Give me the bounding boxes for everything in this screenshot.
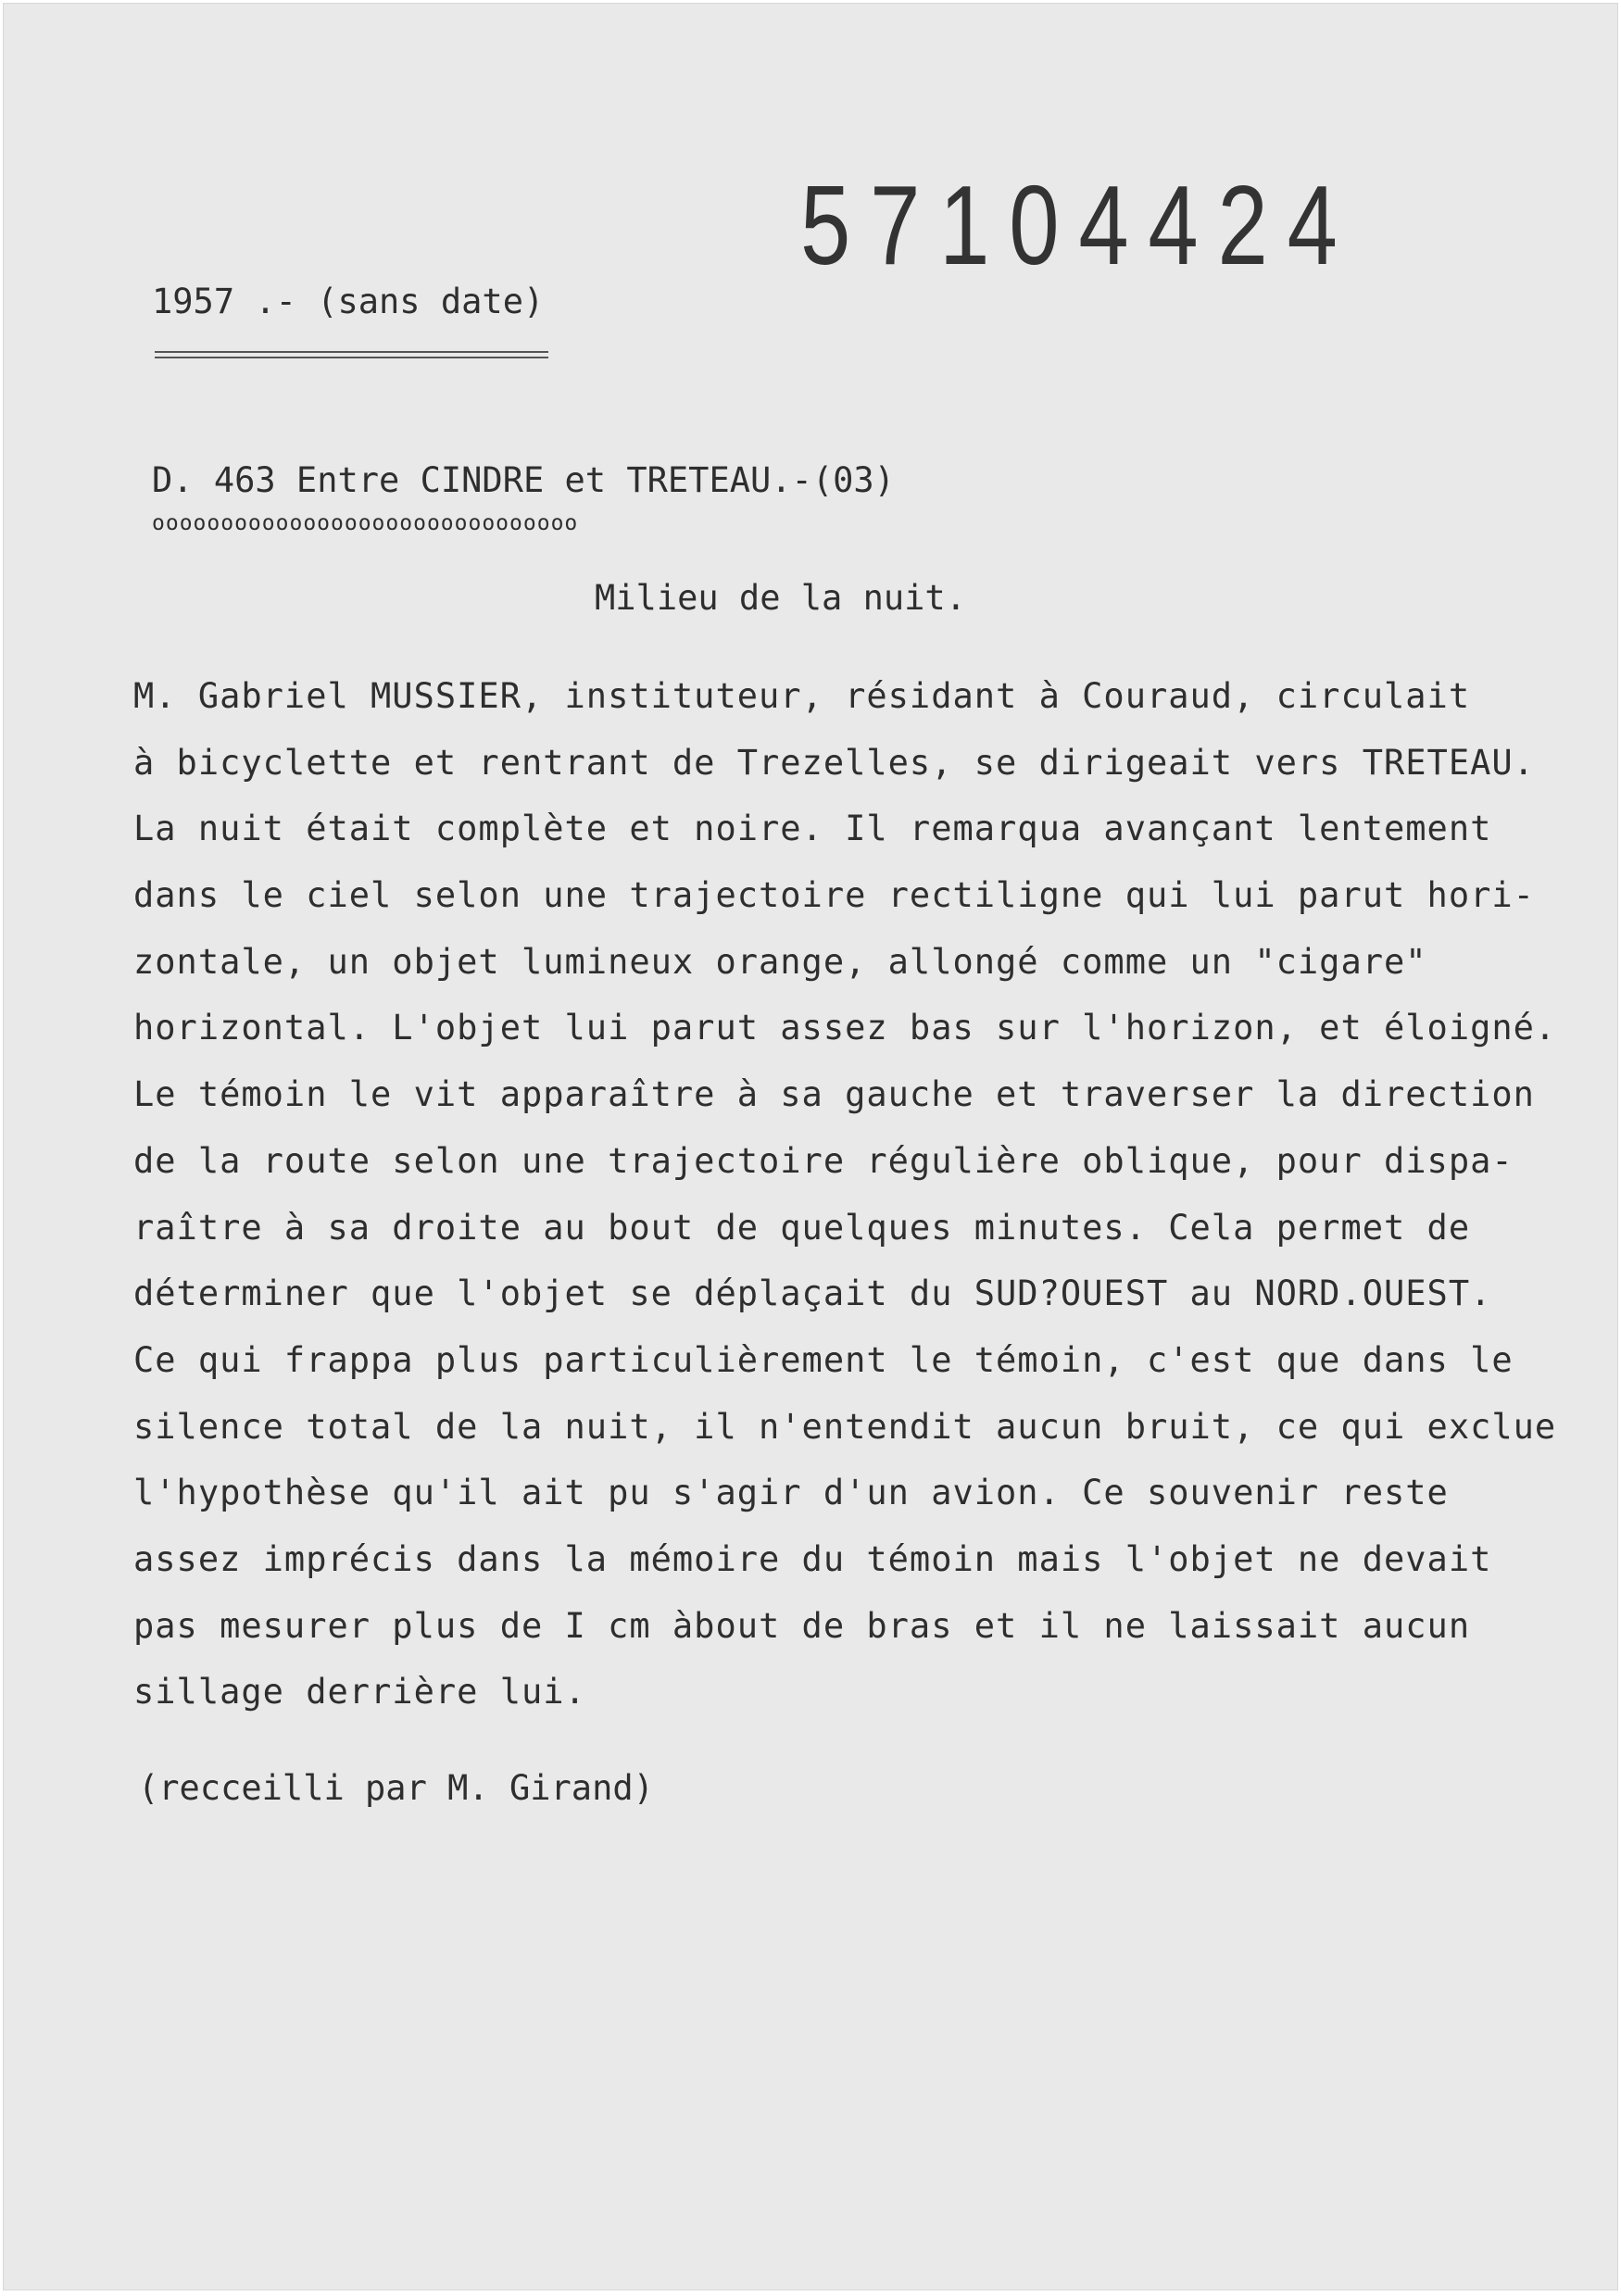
date-underline-rule bbox=[155, 351, 548, 358]
body-line: assez imprécis dans la mémoire du témoin mais l'objet ne devait bbox=[133, 1538, 1492, 1579]
body-line: dans le ciel selon une trajectoire rectiligne qui lui parut hori- bbox=[133, 875, 1535, 916]
typed-document-page bbox=[4, 4, 1617, 2290]
body-line: La nuit était complète et noire. Il remarqua avançant lentement bbox=[133, 809, 1492, 849]
location-dot-underline: ooooooooooooooooooooooooooooooo bbox=[152, 511, 579, 535]
body-line: horizontal. L'objet lui parut assez bas sur l'horizon, et éloigné. bbox=[133, 1008, 1557, 1048]
body-line: zontale, un objet lumineux orange, allongé comme un "cigare" bbox=[133, 941, 1427, 982]
collected-by-note: (recceilli par M. Girand) bbox=[138, 1768, 654, 1808]
body-line: silence total de la nuit, il n'entendit aucun bruit, ce qui exclue bbox=[133, 1406, 1557, 1447]
time-of-observation: Milieu de la nuit. bbox=[595, 578, 966, 618]
body-line: Le témoin le vit apparaître à sa gauche et traverser la direction bbox=[133, 1074, 1535, 1115]
body-line: à bicyclette et rentrant de Trezelles, se dirigeait vers TRETEAU. bbox=[133, 742, 1535, 783]
body-line: sillage derrière lui. bbox=[133, 1672, 586, 1713]
date-line: 1957 .- (sans date) bbox=[152, 282, 545, 321]
body-line: de la route selon une trajectoire régulière oblique, pour dispa- bbox=[133, 1140, 1514, 1181]
body-line: pas mesurer plus de I cm àbout de bras et il ne laissait aucun bbox=[133, 1605, 1471, 1646]
body-line: Ce qui frappa plus particulièrement le témoin, c'est que dans le bbox=[133, 1339, 1514, 1380]
body-line: l'hypothèse qu'il ait pu s'agir d'un avion. Ce souvenir reste bbox=[133, 1473, 1449, 1513]
testimony-body bbox=[133, 663, 1556, 1725]
location-heading: D. 463 Entre CINDRE et TRETEAU.-(03) bbox=[152, 460, 895, 500]
reference-number-stamp: 57104424 bbox=[800, 162, 1357, 288]
body-line: déterminer que l'objet se déplaçait du SUD?OUEST au NORD.OUEST. bbox=[133, 1273, 1492, 1314]
body-line: M. Gabriel MUSSIER, instituteur, résidant à Couraud, circulait bbox=[133, 676, 1471, 716]
body-line: raître à sa droite au bout de quelques minutes. Cela permet de bbox=[133, 1207, 1471, 1248]
